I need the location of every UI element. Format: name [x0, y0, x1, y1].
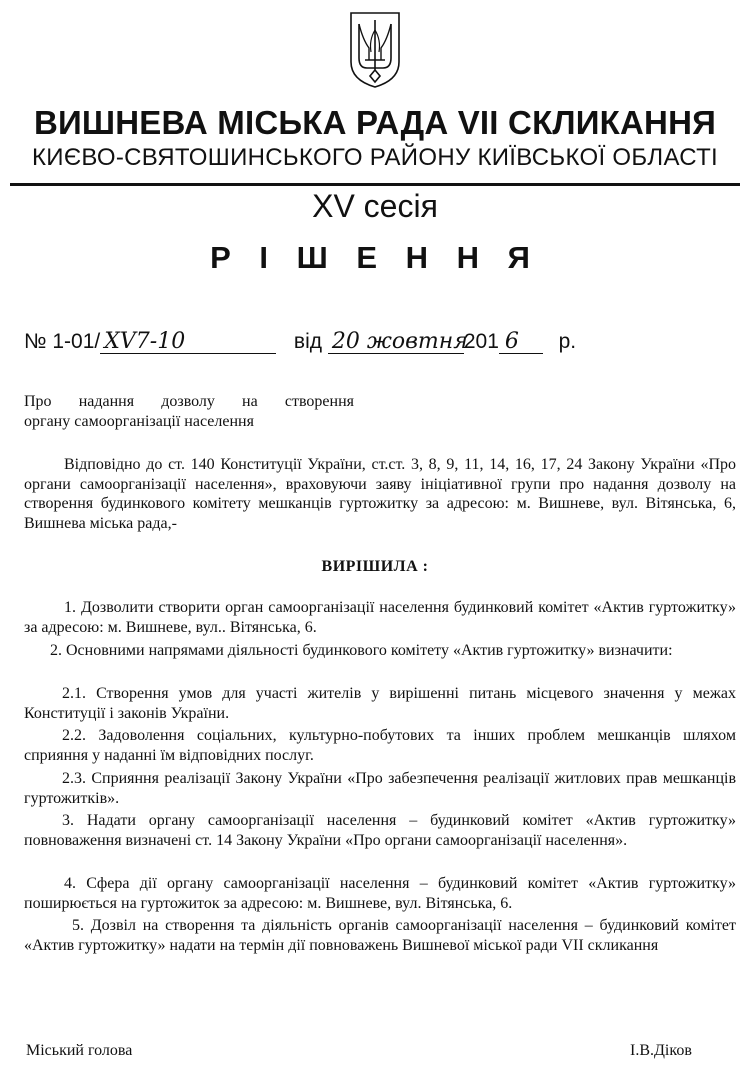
signature-name: І.В.Діков: [630, 1042, 692, 1059]
preamble-paragraph: [24, 455, 736, 533]
decision-item-2-3: [24, 769, 736, 808]
handwritten-number: XV7-10: [100, 331, 276, 354]
item-text: 2.2. Задоволення соціальних, культурно-побутових та інших проблем мешканців шляхом сприяння у наданні їм відповідних послуг.: [24, 727, 736, 764]
coat-of-arms-emblem: [347, 10, 403, 90]
item-text: 4. Сфера дії органу самоорганізації населення – будинковий комітет «Актив гуртожитку» поширюється на гуртожиток за адресою: м. Вишневе, вул. Вітянська, 6.: [24, 875, 736, 912]
item-text: 2.3. Сприяння реалізації Закону України «Про забезпечення реалізації житлових прав мешканців гуртожитків».: [24, 770, 736, 807]
decision-item-4: [24, 874, 736, 913]
district-name: КИЄВО-СВЯТОШИНСЬКОГО РАЙОНУ КИЇВСЬКОЇ ОБЛАСТІ: [32, 144, 718, 171]
subject-line-2: органу самоорганізації населення: [24, 413, 254, 430]
council-name: ВИШНЕВА МІСЬКА РАДА VII СКЛИКАННЯ: [33, 104, 717, 141]
decision-item-1: [24, 598, 736, 637]
item-text: 2.1. Створення умов для участі жителів у вирішенні питань місцевого значення у межах Конституції і законів України.: [24, 685, 736, 722]
resolved-heading: ВИРІШИЛА :: [321, 558, 429, 575]
decision-number-line: [24, 330, 576, 354]
year-suffix: р.: [558, 330, 577, 353]
decision-item-2: [24, 641, 736, 661]
decision-subject: [24, 392, 354, 432]
item-text: 3. Надати органу самоорганізації населення – будинковий комітет «Актив гуртожитку» повноваження визначені ст. 14 Закону України «Про органи самоорганізації населення».: [24, 812, 736, 849]
handwritten-date: 20 жовтня: [328, 331, 464, 354]
signature-position: Міський голова: [26, 1042, 133, 1059]
decision-item-2-1: [24, 684, 736, 723]
document-type-title: Р І Ш Е Н Н Я: [210, 240, 540, 275]
session-title: XV сесія: [312, 188, 438, 224]
year-prefix: 201: [463, 330, 499, 353]
decision-item-2-2: [24, 726, 736, 765]
decision-item-3: [24, 811, 736, 850]
decision-item-5: [24, 916, 736, 955]
date-label: від: [293, 330, 322, 353]
number-prefix: № 1-01/: [24, 330, 101, 353]
header-divider: [10, 183, 740, 186]
item-text: 2. Основними напрямами діяльності будинкового комітету «Актив гуртожитку» визначити:: [50, 642, 673, 659]
item-text: 5. Дозвіл на створення та діяльність органів самоорганізації населення – будинковий комітет «Актив гуртожитку» надати на термін дії повноважень Вишневої міської ради VII скликання: [24, 917, 736, 954]
handwritten-year: 6: [499, 331, 543, 354]
item-text: 1. Дозволити створити орган самоорганізації населення будинковий комітет «Актив гуртожитку» за адресою: м. Вишневе, вул.. Вітянська, 6.: [24, 599, 736, 636]
preamble-text: Відповідно до ст. 140 Конституції України, ст.ст. 3, 8, 9, 11, 14, 16, 17, 24 Закону України «Про органи самоорганізації населення», враховуючи заяву ініціативної групи про надання дозволу на створення будинкового комітету мешканців гуртожитку за адресою: м. Вишневе, вул. Вітянська, 6, Вишнева міська рада,-: [24, 456, 736, 532]
subject-line-1: Про надання дозволу на створення: [24, 393, 354, 410]
